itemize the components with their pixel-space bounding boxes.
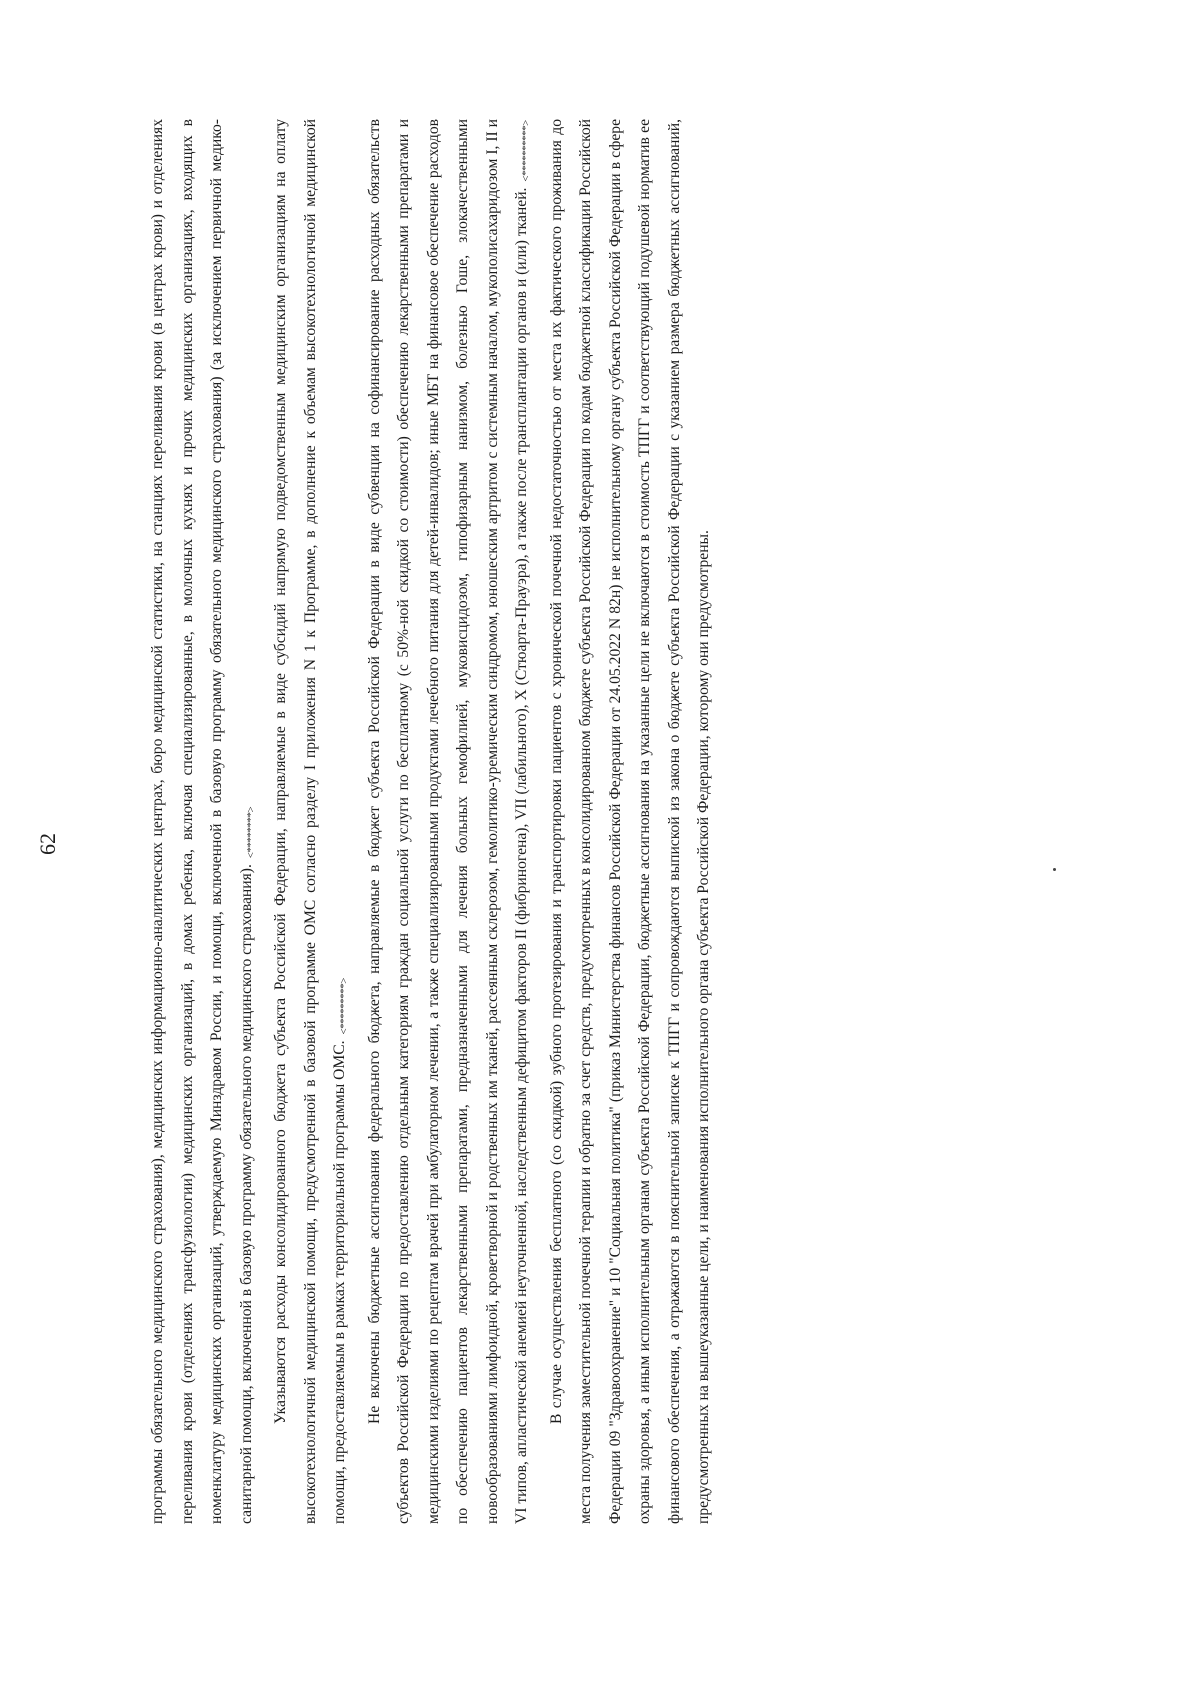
text-body: [143, 119, 719, 1524]
paragraph-2: [266, 119, 360, 1524]
page-number: 62: [35, 833, 60, 855]
paragraph-3-text: Не включены бюджетные ассигнования федерального бюджета, направляемые в бюджет субъекта Российской Федерации в виде субвенции на софинансирование расходных обязательств субъектов Российской Федерации по предоставлению отдельным категориям граждан социальной услуги по бесплатному (с 50%-ной скидкой со стоимости) обеспечению лекарственными препаратами и медицинскими изделиями по рецептам врачей при амбулаторном лечении, а также специализированными продуктами лечебного питания для детей-инвалидов; иные МБТ на финансовое обеспечение расходов по обеспечению пациентов лекарственными препаратами, предназначенными для лечения больных гемофилией, муковисцидозом, гипофизарным нанизмом, болезнью Гоше, злокачественными новообразованиями лимфоидной, кроветворной и родственных им тканей, рассеянным склерозом, гемолитико-уремическим синдромом, юношеским артритом с системным началом, мукополисахаридозом I, II и VI типов, апластической анемией неуточненной, наследственным дефицитом факторов II (фибриногена), VII (лабильного), X (Стюарта-Прауэра), а также после трансплантации органов и (или) тканей.: [365, 119, 530, 1524]
footnote-mark-2: <*********>: [338, 978, 350, 1035]
paragraph-1-text: программы обязательного медицинского страхования), медицинских информационно-аналитических центрах, бюро медицинской статистики, на станциях переливания крови (в центрах крови) и отделениях переливания крови (отделениях трансфузиологии) медицинских организаций, в домах ребенка, включая специализированные, в молочных кухнях и прочих медицинских организациях, входящих в номенклатуру медицинских организаций, утверждаемую Минздравом России, и помощи, включенной в базовую программу обязательного медицинского страхования) (за исключением первичной медико-санитарной помощи, включенной в базовую программу обязательного медицинского страхования).: [149, 119, 255, 1524]
paragraph-2-text: Указываются расходы консолидированного бюджета субъекта Российской Федерации, направляемые в виде субсидий напрямую подведомственным медицинским организациям на оплату высокотехнологичной медицинской помощи, предусмотренной в базовой программе ОМС согласно разделу I приложения N 1 к Программе, в дополнение к объемам высокотехнологичной медицинской помощи, предоставляемым в рамках территориальной программы ОМС.: [272, 119, 348, 1524]
paragraph-1: [143, 119, 266, 1524]
footnote-mark-3: <**********>: [520, 120, 532, 182]
paragraph-3: [360, 119, 542, 1524]
rotated-content: [25, 64, 1175, 1624]
footnote-mark-1: <********>: [244, 806, 257, 859]
paragraph-4: [542, 119, 719, 1524]
paragraph-4-text: В случае осуществления бесплатного (со скидкой) зубного протезирования и транспортировки пациентов с хронической почечной недостаточностью от места их фактического проживания до места получения заместительной почечной терапии и обратно за счет средств, предусмотренных в консолидированном бюджете субъекта Российской Федерации по кодам бюджетной классификации Российской Федерации 09 "Здравоохранение" и 10 "Социальная политика" (приказ Министерства финансов Российской Федерации от 24.05.2022 N 82н) не исполнительному органу субъекта Российской Федерации в сфере охраны здоровья, а иным исполнительным органам субъекта Российской Федерации, бюджетные ассигнования на указанные цели не включаются в стоимость ТПГГ и соответствующий подушевой норматив ее финансового обеспечения, а отражаются в пояснительной записке к ТПГГ и сопровождаются выпиской из закона о бюджете субъекта Российской Федерации с указанием размера бюджетных ассигнований, предусмотренных на вышеуказанные цели, и наименования исполнительного органа субъекта Российской Федерации, которому они предусмотрены.: [547, 119, 712, 1524]
